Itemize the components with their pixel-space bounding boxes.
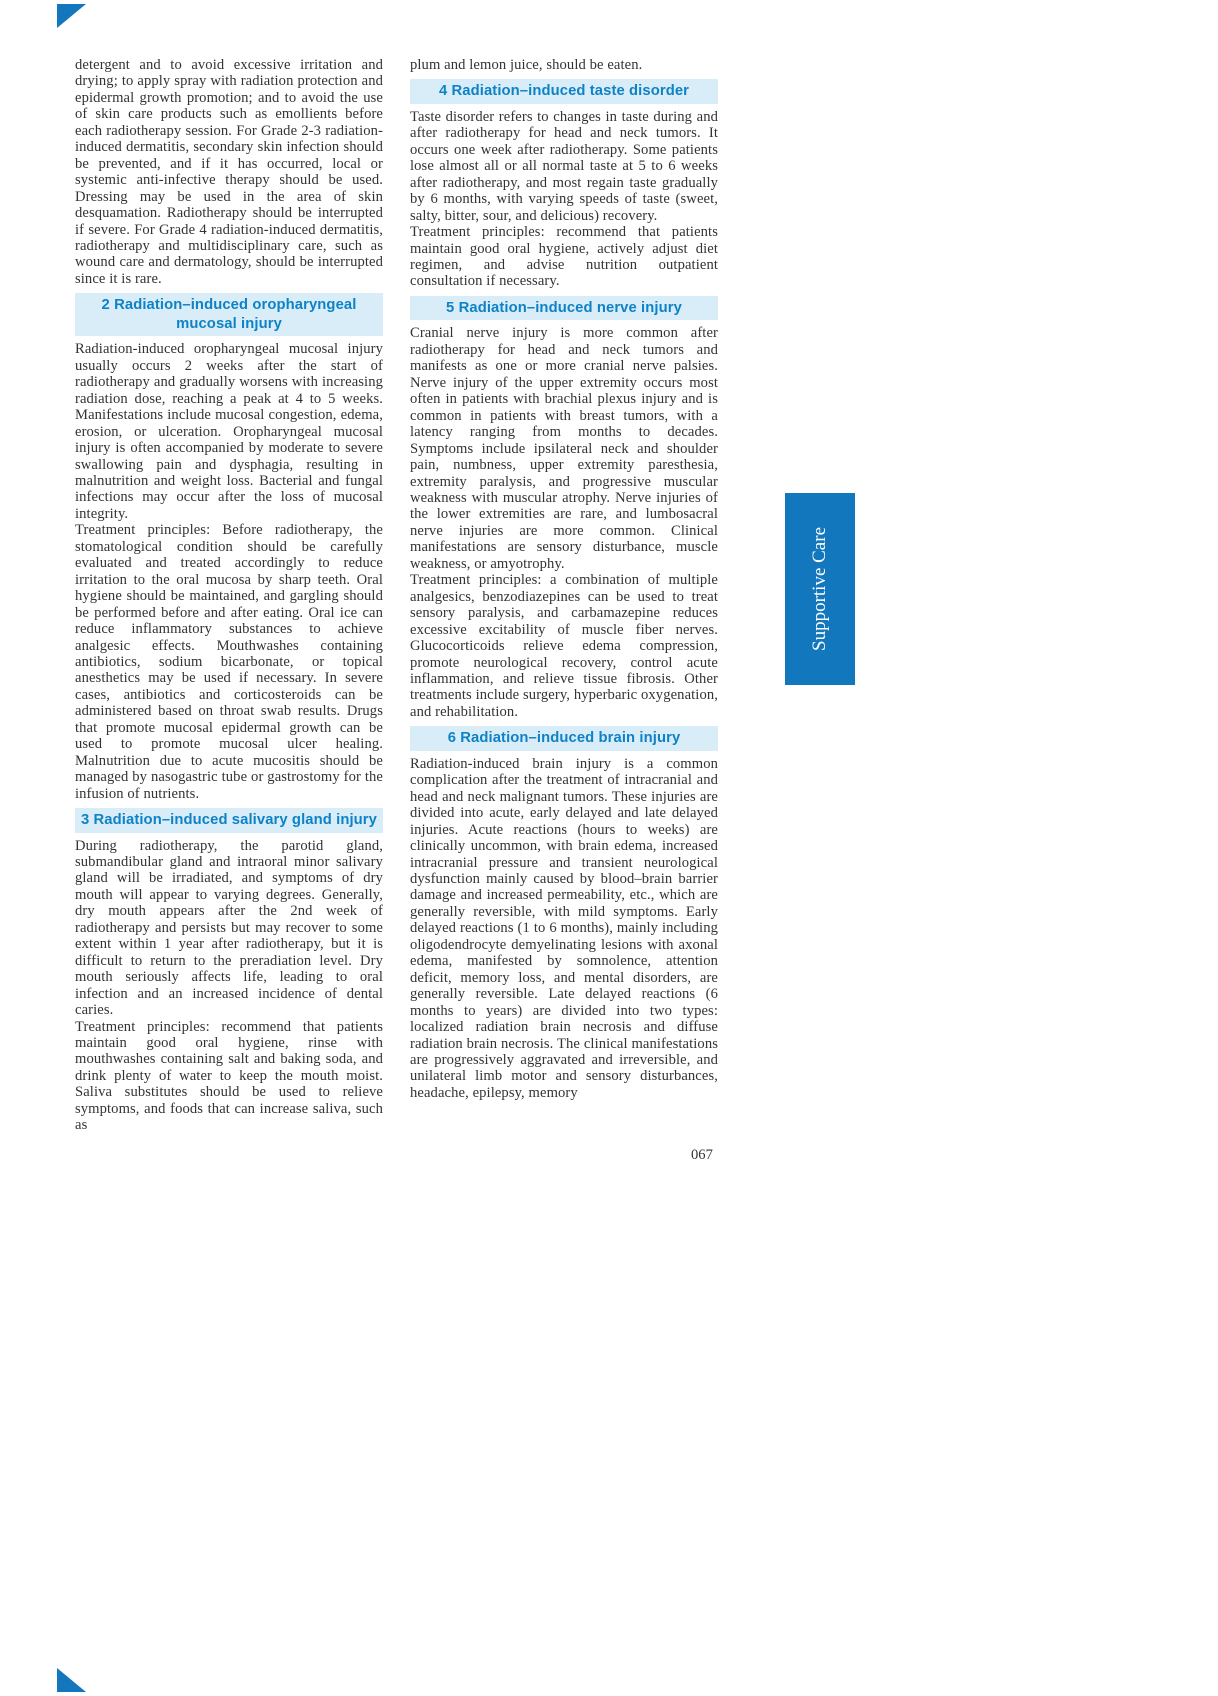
section-heading-taste-disorder: 4 Radiation–induced taste disorder: [410, 79, 718, 104]
section-heading-salivary-gland-injury: 3 Radiation–induced salivary gland injury: [75, 808, 383, 833]
paragraph: Treatment principles: a combination of multiple analgesics, benzodiazepines can be used to treat sensory paralysis, and carbamazepine reduces excessive excitability of muscle fiber nerves. Glucocorticoids relieve edema compression, promote neurological recovery, control acute inflammation, and relieve tissue fibrosis. Other treatments include surgery, hyperbaric oxygenation, and rehabilitation.: [410, 572, 718, 720]
section-heading-nerve-injury: 5 Radiation–induced nerve injury: [410, 296, 718, 321]
page-number: 067: [691, 1147, 713, 1163]
paragraph: Treatment principles: recommend that patients maintain good oral hygiene, rinse with mouthwashes containing salt and baking soda, and drink plenty of water to keep the mouth moist. Saliva substitutes should be used to relieve symptoms, and foods that can increase saliva, such as: [75, 1018, 383, 1134]
corner-mark-top-left: [57, 4, 86, 28]
paragraph: Treatment principles: recommend that patients maintain good oral hygiene, actively adjust diet regimen, and advise nutrition outpatient consultation if necessary.: [410, 224, 718, 290]
paragraph: During radiotherapy, the parotid gland, submandibular gland and intraoral minor salivary gland will be irradiated, and symptoms of dry mouth will appear to varying degrees. Generally, dry mouth appears after the 2nd week of radiotherapy and persists but may recover to some extent within 1 year after radiotherapy, but it is difficult to return to the preradiation level. Dry mouth seriously affects life, leading to oral infection and an increased incidence of dental caries.: [75, 837, 383, 1019]
paragraph: detergent and to avoid excessive irritation and drying; to apply spray with radiation protection and epidermal growth promotion; and to avoid the use of skin care products such as emollients before each radiotherapy session. For Grade 2-3 radiation-induced dermatitis, secondary skin infection should be prevented, and if it has occurred, local or systemic anti-infective therapy should be used. Dressing may be used in the area of skin desquamation. Radiotherapy should be interrupted if severe. For Grade 4 radiation-induced dermatitis, radiotherapy and multidisciplinary care, such as wound care and dermatology, should be interrupted since it is rare.: [75, 57, 383, 287]
right-column: [410, 57, 718, 1101]
paragraph: Taste disorder refers to changes in taste during and after radiotherapy for head and neck tumors. It occurs one week after radiotherapy. Some patients lose almost all or all normal taste at 5 to 6 weeks after radiotherapy, and most regain taste gradually by 6 months, with varying speeds of taste (sweet, salty, bitter, sour, and delicious) recovery.: [410, 108, 718, 224]
chapter-tab-supportive-care: [785, 493, 855, 685]
paragraph: Cranial nerve injury is more common after radiotherapy for head and neck tumors and manifests as one or more cranial nerve palsies. Nerve injury of the upper extremity occurs most often in patients with brachial plexus injury and is common in patients with breast tumors, with a latency ranging from months to decades. Symptoms include ipsilateral neck and shoulder pain, numbness, upper extremity paresthesia, extremity paralysis, and progressive muscular weakness with muscular atrophy. Nerve injuries of the lower extremities are rare, and lumbosacral nerve injuries are more common. Clinical manifestations are sensory disturbance, muscle weakness, or amyotrophy.: [410, 325, 718, 572]
section-heading-oropharyngeal-mucosal-injury: 2 Radiation–induced oropharyngeal mucosal injury: [75, 293, 383, 336]
paragraph: Treatment principles: Before radiotherapy, the stomatological condition should be carefully evaluated and treated accordingly to reduce irritation to the oral mucosa by sharp teeth. Oral hygiene should be maintained, and gargling should be performed before and after eating. Oral ice can reduce inflammatory substances to achieve analgesic effects. Mouthwashes containing antibiotics, sodium bicarbonate, or topical anesthetics may be used if necessary. In severe cases, antibiotics and corticosteroids can be administered based on throat swab results. Drugs that promote mucosal epidermal growth can be used to promote mucosal ulcer healing. Malnutrition due to acute mucositis should be managed by nasogastric tube or gastrostomy for the infusion of nutrients.: [75, 522, 383, 802]
paragraph: plum and lemon juice, should be eaten.: [410, 57, 643, 73]
section-heading-brain-injury: 6 Radiation–induced brain injury: [410, 726, 718, 751]
paragraph: Radiation-induced oropharyngeal mucosal injury usually occurs 2 weeks after the start of radiotherapy and gradually worsens with increasing radiation dose, reaching a peak at 4 to 5 weeks. Manifestations include mucosal congestion, edema, erosion, or ulceration. Oropharyngeal mucosal injury is often accompanied by moderate to severe swallowing pain and dysphagia, resulting in malnutrition and weight loss. Bacterial and fungal infections may occur after the loss of mucosal integrity.: [75, 341, 383, 522]
paragraph: Radiation-induced brain injury is a common complication after the treatment of intracranial and head and neck malignant tumors. These injuries are divided into acute, early delayed and late delayed injuries. Acute reactions (hours to weeks) are clinically uncommon, with brain edema, increased intracranial pressure and transient neurological dysfunction mainly caused by blood–brain barrier damage and increased permeability, etc., which are generally reversible, with mild symptoms. Early delayed reactions (1 to 6 months), mainly including oligodendrocyte demyelinating lesions with axonal edema, manifested by somnolence, attention deficit, memory loss, and mental disorders, are generally reversible. Late delayed reactions (6 months to years) are divided into two types: localized radiation brain necrosis and diffuse radiation brain necrosis. The clinical manifestations are progressively aggravated and irreversible, and unilateral limb motor and sensory disturbances, headache, epilepsy, memory: [410, 755, 718, 1101]
corner-mark-bottom-left: [57, 1668, 86, 1692]
chapter-tab-label: Supportive Care: [809, 527, 830, 652]
left-column: [75, 57, 383, 1134]
